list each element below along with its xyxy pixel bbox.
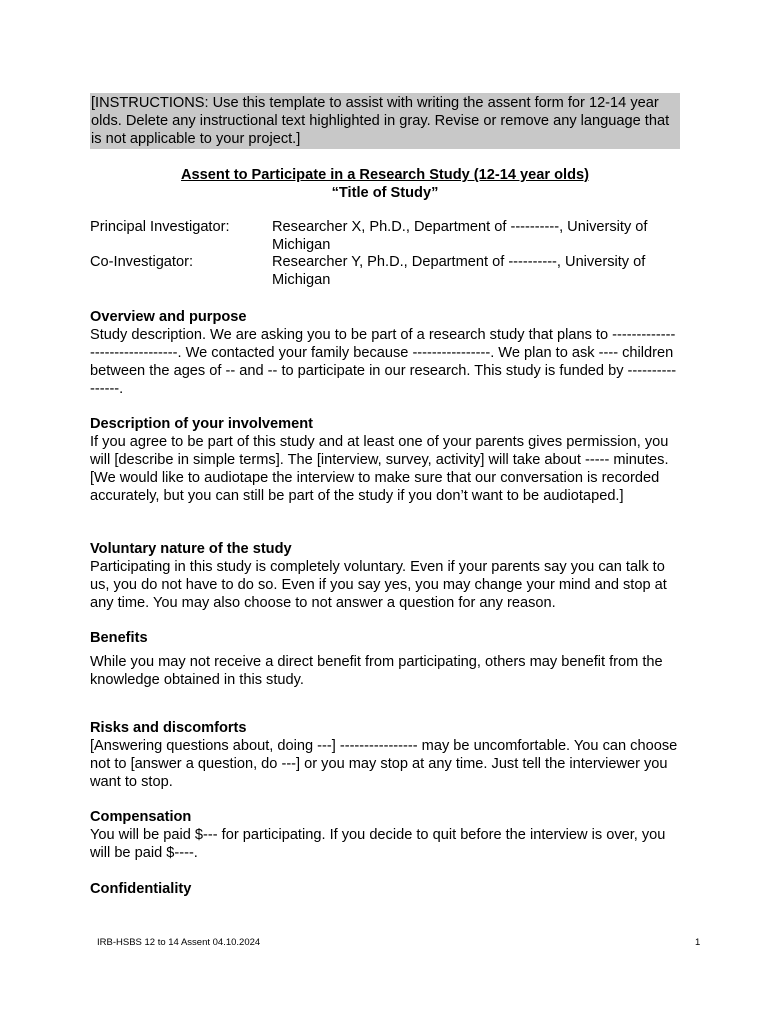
investigators-block	[90, 219, 680, 290]
section-risks	[90, 719, 680, 791]
section-involvement	[90, 415, 680, 505]
principal-investigator-row	[90, 219, 680, 254]
section-heading: Compensation	[90, 809, 192, 825]
section-heading: Benefits	[90, 630, 148, 646]
section-body: You will be paid $--- for participating. If you decide to quit before the interview is over, you will be paid $----.	[90, 827, 666, 861]
section-confidentiality	[90, 880, 680, 898]
co-investigator-row	[90, 254, 680, 289]
footer-page-number: 1	[695, 937, 701, 948]
section-body: If you agree to be part of this study and at least one of your parents gives permission, you will [describe in simple terms]. The [interview, survey, activity] will take about ----- minutes. [We would like to audiotape the interview to make sure that our conversation is recorded accurately, but you can still be part of the study if you don’t want to be audiotaped.]	[90, 434, 669, 504]
footer-document-id: IRB-HSBS 12 to 14 Assent 04.10.2024	[97, 937, 261, 948]
section-body: [Answering questions about, doing ---] ---------------- may be uncomfortable. You can choose not to [answer a question, do ---] or you may stop at any time. Just tell the interviewer you want to stop.	[90, 738, 678, 790]
title-block	[90, 166, 680, 202]
section-heading: Overview and purpose	[90, 309, 247, 325]
principal-investigator-label: Principal Investigator:	[90, 219, 230, 235]
section-body: While you may not receive a direct benefit from participating, others may benefit from the knowledge obtained in this study.	[90, 654, 663, 688]
section-benefits	[90, 629, 680, 689]
section-heading: Voluntary nature of the study	[90, 541, 292, 557]
section-heading: Confidentiality	[90, 881, 192, 897]
principal-investigator-value: Researcher X, Ph.D., Department of ----------, University of Michigan	[272, 219, 648, 253]
section-body: Study description. We are asking you to be part of a research study that plans to -------------------------------. We contacted your family because ----------------. We plan to ask ---- children between the ages of -- and -- to participate in our research. This study is funded by ----------------.	[90, 327, 677, 397]
section-voluntary	[90, 540, 680, 612]
study-title: “Title of Study”	[331, 185, 439, 201]
section-heading: Description of your involvement	[90, 416, 313, 432]
document-title: Assent to Participate in a Research Study (12-14 year olds)	[181, 167, 589, 183]
section-heading: Risks and discomforts	[90, 720, 247, 736]
co-investigator-label: Co-Investigator:	[90, 254, 194, 271]
section-compensation	[90, 808, 680, 862]
section-body: Participating in this study is completely voluntary. Even if your parents say you can talk to us, you do not have to do so. Even if you say yes, you may change your mind and stop at any time. You may also choose to not answer a question for any reason.	[90, 559, 667, 611]
instructions-text: [INSTRUCTIONS: Use this template to assist with writing the assent form for 12-14 year olds. Delete any instructional text highlighted in gray. Revise or remove any language that is not applicable to your project.]	[91, 95, 670, 147]
section-overview	[90, 308, 680, 398]
co-investigator-value: Researcher Y, Ph.D., Department of ----------, University of Michigan	[272, 254, 646, 289]
instructions-highlight	[90, 93, 680, 149]
